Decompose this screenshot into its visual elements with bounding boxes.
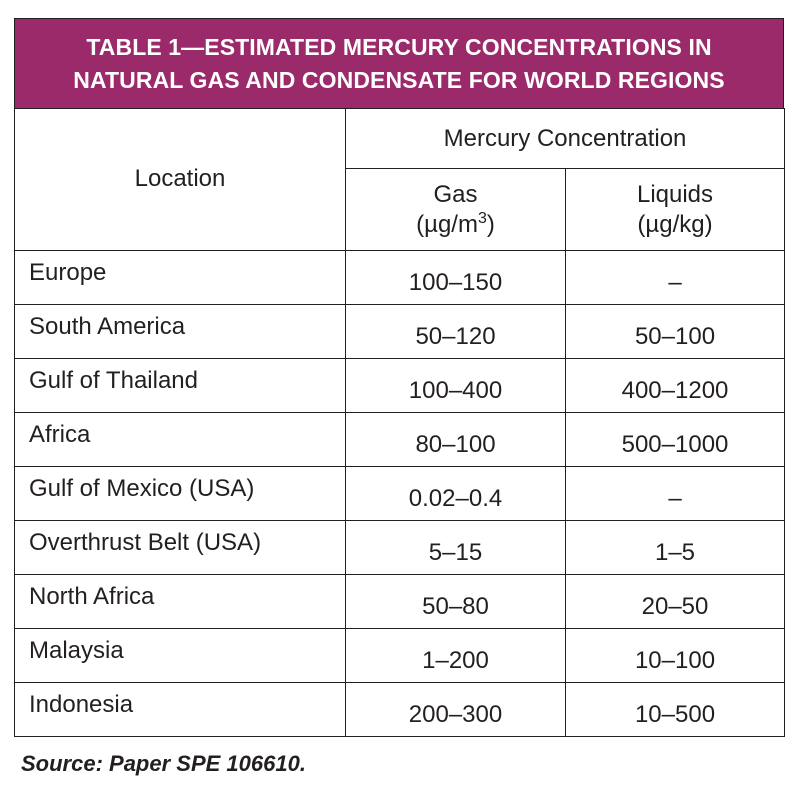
cell-gas: 5–15 bbox=[346, 521, 566, 575]
cell-liquids: 10–100 bbox=[566, 629, 785, 683]
cell-location: Malaysia bbox=[15, 629, 346, 683]
header-liquids-name: Liquids bbox=[636, 180, 714, 208]
header-gas bbox=[346, 169, 566, 251]
table-title-line2: NATURAL GAS AND CONDENSATE FOR WORLD REGIONS bbox=[73, 67, 725, 93]
table-row bbox=[15, 413, 785, 467]
cell-liquids: 20–50 bbox=[566, 575, 785, 629]
cell-gas: 0.02–0.4 bbox=[346, 467, 566, 521]
cell-liquids: 10–500 bbox=[566, 683, 785, 737]
cell-liquids: 50–100 bbox=[566, 305, 785, 359]
header-gas-unit bbox=[346, 210, 565, 240]
cell-gas: 50–120 bbox=[346, 305, 566, 359]
header-gas-name: Gas bbox=[433, 180, 478, 208]
table-row bbox=[15, 467, 785, 521]
header-location: Location bbox=[15, 109, 346, 251]
table-title-line1: TABLE 1—ESTIMATED MERCURY CONCENTRATIONS IN bbox=[86, 34, 712, 60]
header-mercury-concentration: Mercury Concentration bbox=[346, 109, 785, 169]
cell-location: Indonesia bbox=[15, 683, 346, 737]
table-row bbox=[15, 521, 785, 575]
cell-liquids: 500–1000 bbox=[566, 413, 785, 467]
cell-gas: 80–100 bbox=[346, 413, 566, 467]
header-gas-unit-close: ) bbox=[486, 210, 495, 238]
cell-gas: 100–150 bbox=[346, 251, 566, 305]
cell-location: Africa bbox=[15, 413, 346, 467]
cell-gas: 1–200 bbox=[346, 629, 566, 683]
table-row bbox=[15, 629, 785, 683]
cell-location: Europe bbox=[15, 251, 346, 305]
table-title bbox=[14, 18, 784, 108]
cell-liquids: – bbox=[566, 251, 785, 305]
cell-gas: 50–80 bbox=[346, 575, 566, 629]
data-table bbox=[14, 108, 785, 737]
table-row bbox=[15, 683, 785, 737]
header-liquids-unit: (µg/kg) bbox=[637, 210, 713, 238]
header-liquids bbox=[566, 169, 785, 251]
cell-location: South America bbox=[15, 305, 346, 359]
table-row bbox=[15, 359, 785, 413]
source-note: Source: Paper SPE 106610. bbox=[21, 751, 306, 776]
table-row bbox=[15, 575, 785, 629]
cell-gas: 200–300 bbox=[346, 683, 566, 737]
cell-location: Overthrust Belt (USA) bbox=[15, 521, 346, 575]
cell-liquids: 400–1200 bbox=[566, 359, 785, 413]
cell-gas: 100–400 bbox=[346, 359, 566, 413]
cell-location: Gulf of Thailand bbox=[15, 359, 346, 413]
table-row bbox=[15, 305, 785, 359]
header-gas-unit-text: (µg/m bbox=[416, 210, 478, 238]
mercury-table bbox=[14, 18, 784, 737]
cell-liquids: 1–5 bbox=[566, 521, 785, 575]
table-row bbox=[15, 251, 785, 305]
cell-location: Gulf of Mexico (USA) bbox=[15, 467, 346, 521]
cell-liquids: – bbox=[566, 467, 785, 521]
cell-location: North Africa bbox=[15, 575, 346, 629]
header-gas-unit-superscript: 3 bbox=[477, 209, 487, 227]
